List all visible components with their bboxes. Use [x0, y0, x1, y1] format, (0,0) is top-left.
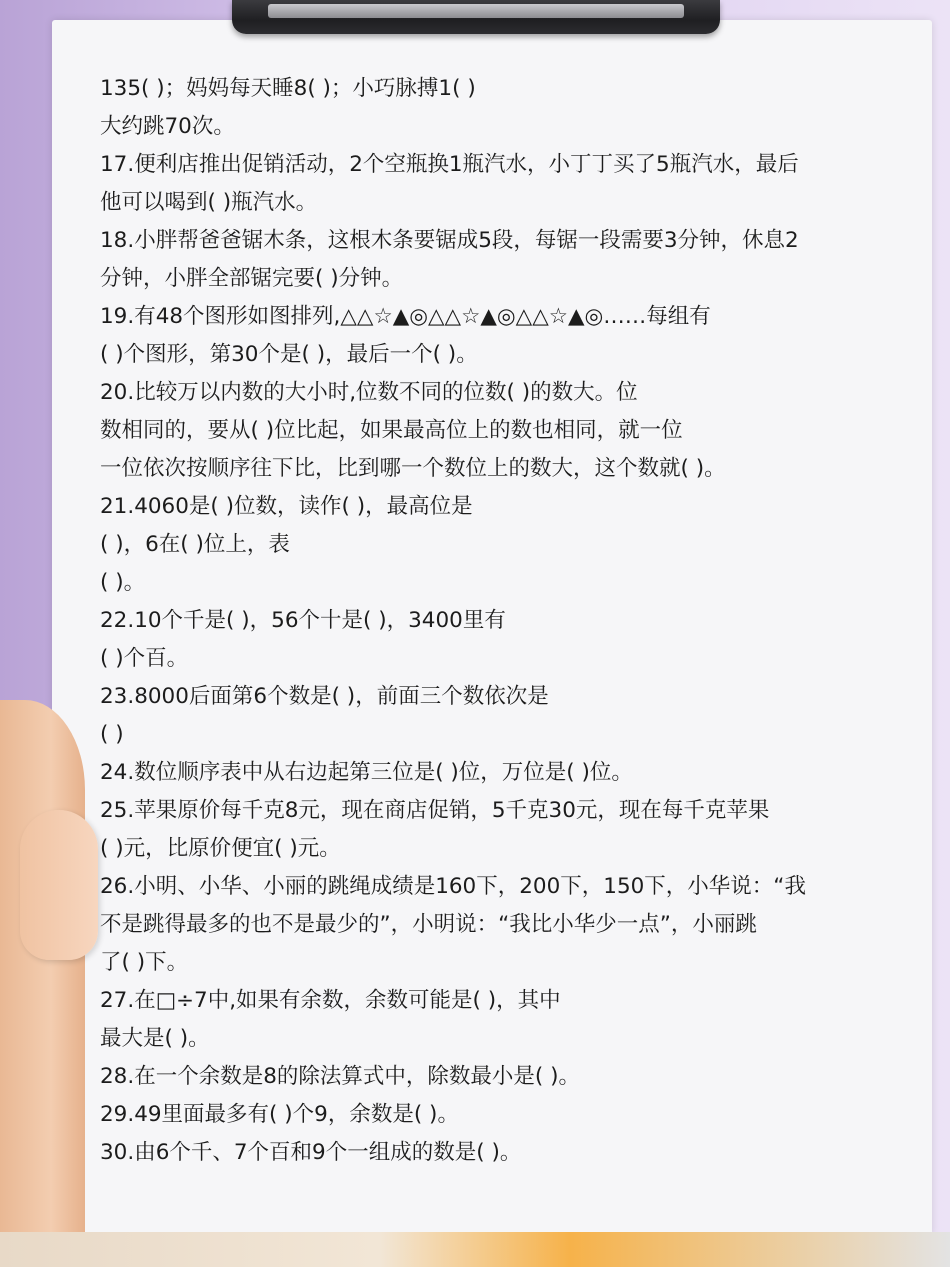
question-21: 21.4060是( )位数，读作( )，最高位是 [100, 494, 473, 519]
question-22: 22.10个千是( )，56个十是( )，3400里有 [100, 608, 506, 633]
text-line: ( )元，比原价便宜( )元。 [100, 836, 341, 861]
text-line: 一位依次按顺序往下比，比到哪一个数位上的数大，这个数就( )。 [100, 456, 726, 481]
question-28: 28.在一个余数是8的除法算式中，除数最小是( )。 [100, 1064, 580, 1089]
text-line: ( ) [100, 722, 124, 747]
worksheet-text [100, 70, 890, 1172]
text-line: ( )个百。 [100, 646, 189, 671]
question-24: 24.数位顺序表中从右边起第三位是( )位，万位是( )位。 [100, 760, 633, 785]
text-line: 数相同的，要从( )位比起，如果最高位上的数也相同，就一位 [100, 418, 683, 443]
question-26: 26.小明、小华、小丽的跳绳成绩是160下，200下，150下，小华说：“我 [100, 874, 806, 899]
question-20: 20.比较万以内数的大小时,位数不同的位数( )的数大。位 [100, 380, 638, 405]
hand [0, 700, 85, 1267]
text-line: 了( )下。 [100, 950, 189, 975]
text-line: 他可以喝到( )瓶汽水。 [100, 190, 318, 215]
question-27: 27.在□÷7中,如果有余数，余数可能是( )，其中 [100, 988, 561, 1013]
table-edge [0, 1232, 950, 1267]
text-line: ( )个图形，第30个是( )，最后一个( )。 [100, 342, 478, 367]
question-30: 30.由6个千、7个百和9个一组成的数是( )。 [100, 1140, 522, 1165]
clipboard-clip [232, 0, 720, 34]
text-line: ( )。 [100, 570, 146, 595]
text-line: 不是跳得最多的也不是最少的”，小明说：“我比小华少一点”，小丽跳 [100, 912, 757, 937]
question-18: 18.小胖帮爸爸锯木条，这根木条要锯成5段，每锯一段需要3分钟，休息2 [100, 228, 799, 253]
text-line: 大约跳70次。 [100, 114, 235, 139]
question-19: 19.有48个图形如图排列,△△☆▲◎△△☆▲◎△△☆▲◎……每组有 [100, 304, 711, 329]
question-25: 25.苹果原价每千克8元，现在商店促销，5千克30元，现在每千克苹果 [100, 798, 770, 823]
question-17: 17.便利店推出促销活动，2个空瓶换1瓶汽水，小丁丁买了5瓶汽水，最后 [100, 152, 799, 177]
text-line: ( )，6在( )位上，表 [100, 532, 290, 557]
text-line: 135( )；妈妈每天睡8( )；小巧脉搏1( ) [100, 76, 476, 101]
text-line: 分钟，小胖全部锯完要( )分钟。 [100, 266, 404, 291]
text-line: 最大是( )。 [100, 1026, 210, 1051]
question-29: 29.49里面最多有( )个9，余数是( )。 [100, 1102, 459, 1127]
thumb [20, 810, 98, 960]
question-23: 23.8000后面第6个数是( )，前面三个数依次是 [100, 684, 549, 709]
clip-bar [268, 4, 684, 18]
